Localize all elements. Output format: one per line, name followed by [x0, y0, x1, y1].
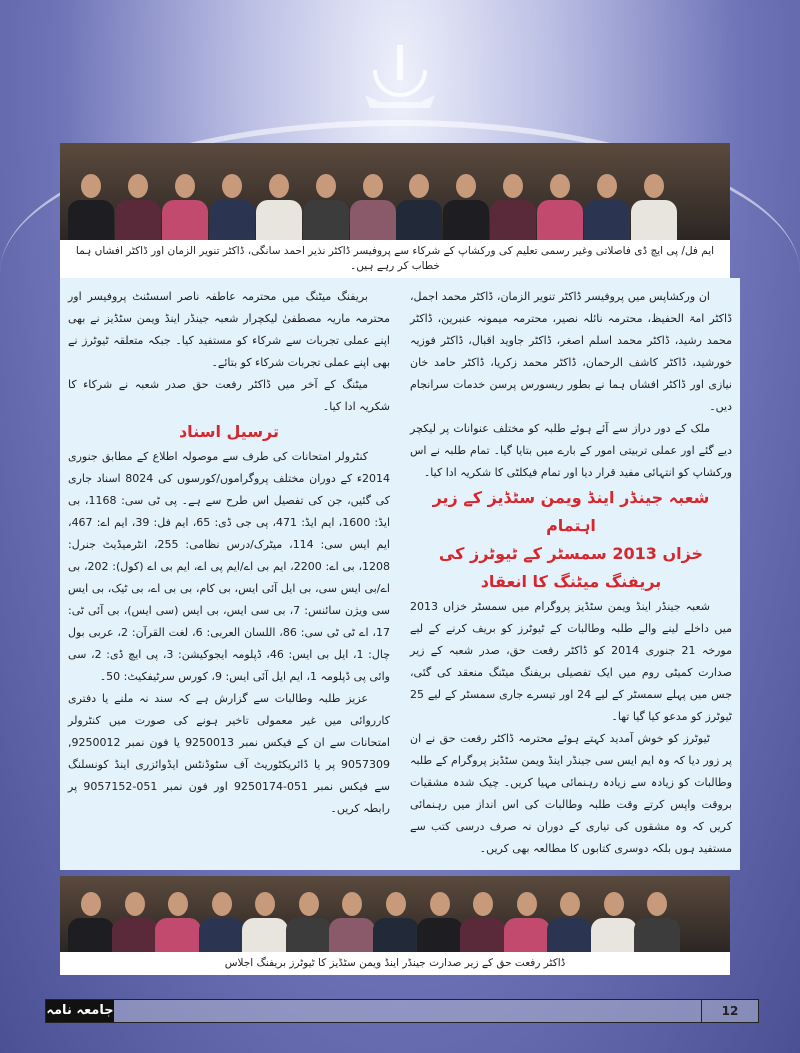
degrees-paragraph: عزیز طلبہ وطالبات سے گزارش ہے کہ سند نہ ملنے یا دفتری کارروائی میں غیر معمولی تاخیر ہونے کی صورت میں کنٹرولر امتحانات سے ان کے فیکس نمبر 9250013 یا فون نمبر 9250012, 9057309 پر یا ڈائریکٹوریٹ آف سٹوڈنٹس ایڈوائزری اینڈ کونسلنگ سے فیکس نمبر 051-9250174 اور فون نمبر 051-9057152 پر رابطہ کریں۔	[68, 692, 390, 815]
right-column	[410, 286, 732, 860]
briefing-paragraph: ٹیوٹرز کو خوش آمدید کہتے ہوئے محترمہ ڈاکٹر رفعت حق نے ان پر زور دیا کہ وہ ایم ایس سی جینڈر اینڈ ویمن سٹڈیز پروگرام کے طلبہ وطالبات کو زیادہ سے زیادہ رہنمائی مہیا کریں۔ چیک شدہ مشقیات بروقت واپس کرتے وقت طلبہ وطالبات کی اس انداز میں رہنمائی کریں کہ وہ مشقوں کی تیاری کے دوران نہ صرف درسی کتب سے مستفید ہوں بلکہ دوسری کتابوں کا مطالعہ بھی کریں۔	[410, 732, 732, 855]
person-figure	[373, 892, 419, 952]
workshop-photo-caption: ایم فل/ پی ایچ ڈی فاصلاتی وغیر رسمی تعلیم کی ورکشاپ کے شرکاء سے پروفیسر ڈاکٹر نذیر احمد سانگی، ڈاکٹر تنویر الزمان اور ڈاکٹر افشاں ہما خطاب کر رہے ہیں۔	[60, 240, 730, 278]
page-number: 12	[701, 1000, 758, 1022]
briefing-meeting-photo	[60, 876, 730, 952]
footer-bar	[114, 1000, 701, 1022]
person-figure	[162, 174, 208, 240]
person-figure	[417, 892, 463, 952]
person-figure	[460, 892, 506, 952]
person-figure	[329, 892, 375, 952]
person-figure	[68, 174, 114, 240]
person-figure	[443, 174, 489, 240]
person-figure	[286, 892, 332, 952]
person-figure	[490, 174, 536, 240]
briefing-photo-caption: ڈاکٹر رفعت حق کے زیر صدارت جینڈر اینڈ ویمن سٹڈیز کا ٹیوٹرز بریفنگ اجلاس	[60, 952, 730, 975]
page-footer	[45, 999, 759, 1023]
briefing-paragraph: شعبہ جینڈر اینڈ ویمن سٹڈیز پروگرام میں سمسٹر خزاں 2013 میں داخلے لینے والے طلبہ وطالبات کے ٹیوٹرز کو بریف کرنے کے لیے مورخہ 21 جنوری 2014 کو ڈاکٹر رفعت حق، صدر شعبہ کے زیر صدارت کمیٹی روم میں ایک تفصیلی بریفنگ میٹنگ منعقد کی گئی، جس میں پہلے سمسٹر کے لیے 24 اور تیسرے جاری سمسٹر کے لیے 25 ٹیوٹرز کو مدعو کیا گیا تھا۔	[410, 600, 733, 723]
magazine-name: جامعہ نامہ	[46, 1000, 114, 1022]
workshop-paragraph: ملک کے دور دراز سے آئے ہوئے طلبہ کو مختلف عنوانات پر لیکچر دیے گئے اور عملی تربیتی امور کے بارے میں بتایا گیا۔ تمام طلبہ نے اس ورکشاپ کو انتہائی مفید قرار دیا اور تمام فیکلٹی کا شکریہ ادا کیا۔	[410, 422, 732, 479]
person-figure	[547, 892, 593, 952]
person-figure	[242, 892, 288, 952]
person-figure	[303, 174, 349, 240]
person-figure	[537, 174, 583, 240]
briefing-paragraph: میٹنگ کے آخر میں ڈاکٹر رفعت حق صدر شعبہ نے شرکاء کا شکریہ ادا کیا۔	[68, 378, 390, 413]
person-figure	[350, 174, 396, 240]
person-figure	[209, 174, 255, 240]
person-figure	[199, 892, 245, 952]
person-figure	[584, 174, 630, 240]
person-figure	[256, 174, 302, 240]
person-figure	[68, 892, 114, 952]
degrees-paragraph: کنٹرولر امتحانات کی طرف سے موصولہ اطلاع کے مطابق جنوری 2014ء کے دوران مختلف پروگراموں/کورسوں کی 8024 اسناد جاری کی گئیں، جن کی تفصیل اس طرح سے ہے۔ پی ٹی سی: 1168، بی ایڈ: 1600، ایم ایڈ: 471، پی جی ڈی: 65، ایم فل: 39، ایم اے: 467، ایم ایس سی: 114، میٹرک/درس نظامی: 255، انٹرمیڈیٹ جنرل: 1208، بی اے: 2200، ایم بی اے/ایم پی اے، ایم بی اے (کول): 202، بی اے/بی ایس سی، بی ایل آئی ایس، بی کام، بی بی اے، بی ٹیک، بی ایس سی ویژن سائنس: 7، بی سی ایس، بی ایس (سی ایس)، بی آئی ٹی: 17، اے ٹی ٹی سی: 86، اللسان العربی: 6، لغت القرآن: 2، عربی بول چال: 1، ایل بی ایس: 46، ڈپلومہ ایجوکیشن: 3، پی ایچ ڈی: 2، سی وائی پی ڈپلومہ 1، ایم ایل آئی ایس: 9، کورس سرٹیفکیٹ: 50۔	[68, 450, 391, 683]
briefing-paragraph: بریفنگ میٹنگ میں محترمہ عاطفہ ناصر اسسٹنٹ پروفیسر اور محترمہ ماریہ مصطفیٰ لیکچرار شعبہ جینڈر اینڈ ویمن سٹڈیز نے بھی اپنے عملی تجربات سے شرکاء کو مستفید کیا۔ جبکہ متعلقہ ٹیوٹرز نے بھی اپنے عملی تجربات شرکاء کو بتائے۔	[68, 290, 390, 369]
person-figure	[112, 892, 158, 952]
article-panel	[60, 278, 740, 870]
person-figure	[634, 892, 680, 952]
workshop-photo	[60, 143, 730, 240]
person-figure	[504, 892, 550, 952]
briefing-heading: خزاں 2013 سمسٹر کے ٹیوٹرز کی بریفنگ میٹنگ کا انعقاد	[438, 544, 704, 591]
briefing-heading: شعبہ جینڈر اینڈ ویمن سٹڈیز کے زیر اہتمام	[432, 488, 710, 535]
person-figure	[155, 892, 201, 952]
left-column	[68, 286, 390, 860]
person-figure	[396, 174, 442, 240]
degrees-heading: ترسیل اسناد	[178, 422, 280, 441]
person-figure	[591, 892, 637, 952]
workshop-paragraph: ان ورکشاپس میں پروفیسر ڈاکٹر تنویر الزمان، ڈاکٹر محمد اجمل، ڈاکٹر امۃ الحفیظ، محترمہ نائلہ نصیر، محترمہ میمونہ عنبرین، ڈاکٹر محمد رشید، ڈاکٹر محمد اسلم اصغر، ڈاکٹر جاوید اقبال، ڈاکٹر فوزیہ خورشید، ڈاکٹر کاشف الرحمان، ڈاکٹر محمد زکریا، ڈاکٹر حامد خان نیازی اور ڈاکٹر افشاں ہما نے بطور ریسورس پرسن خدمات سرانجام دیں۔	[410, 290, 732, 413]
person-figure	[631, 174, 677, 240]
person-figure	[115, 174, 161, 240]
